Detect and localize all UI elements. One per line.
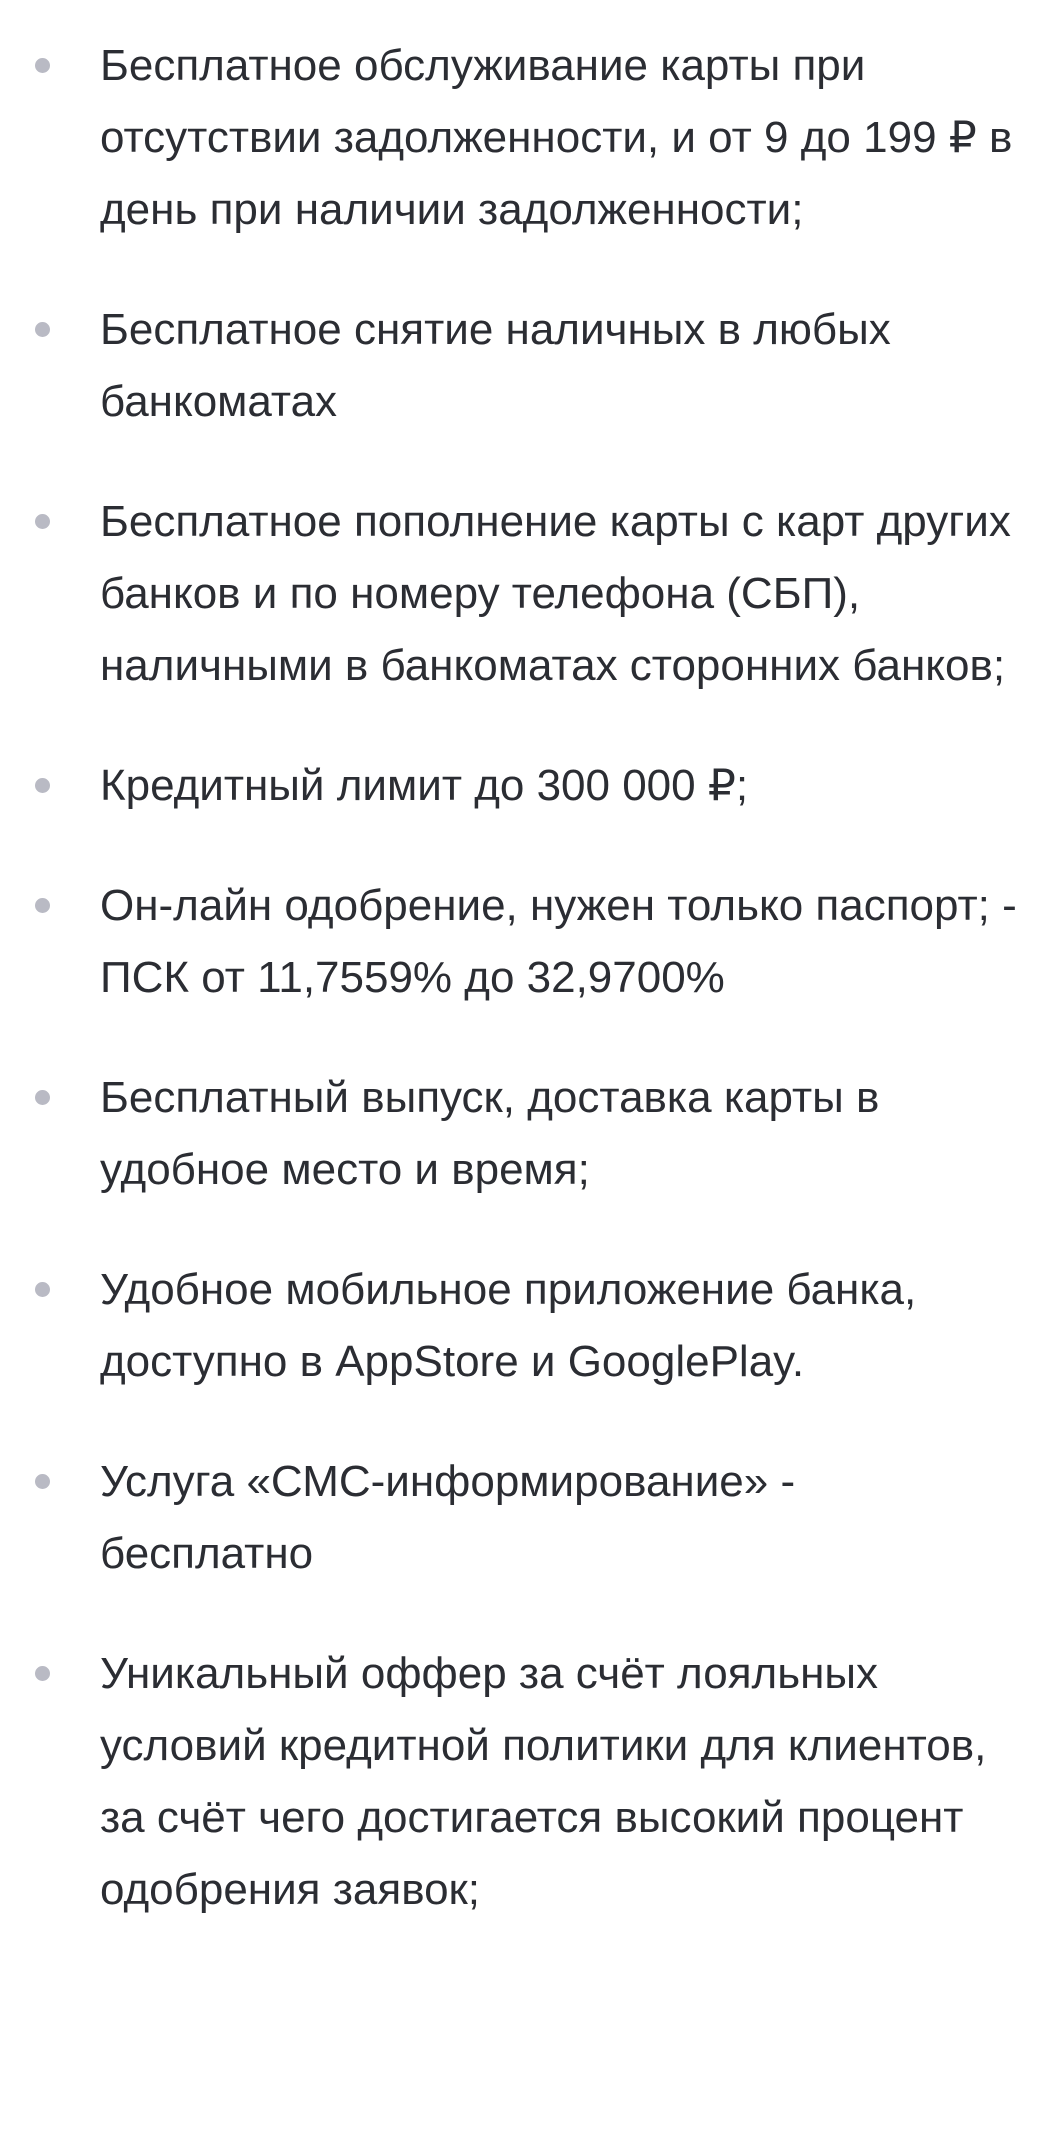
list-item-text: Бесплатное пополнение карты с карт других банков и по номеру телефона (СБП), наличными в банкоматах сторонних банков; xyxy=(100,497,1011,690)
list-item-text: Услуга «СМС-информирование» - бесплатно xyxy=(100,1457,796,1578)
list-item xyxy=(0,1446,1050,1590)
list-item xyxy=(0,294,1050,438)
list-item xyxy=(0,1254,1050,1398)
list-item xyxy=(0,750,1050,822)
list-item-text: Бесплатный выпуск, доставка карты в удобное место и время; xyxy=(100,1073,880,1194)
bullet-icon xyxy=(35,322,50,337)
bullet-icon xyxy=(35,778,50,793)
list-item-text: Удобное мобильное приложение банка, доступно в AppStore и GooglePlay. xyxy=(100,1265,917,1386)
bullet-icon xyxy=(35,1282,50,1297)
list-item-text: Он-лайн одобрение, нужен только паспорт; - ПСК от 11,7559% до 32,9700% xyxy=(100,881,1017,1002)
list-item-text: Бесплатное снятие наличных в любых банкоматах xyxy=(100,305,891,426)
bullet-icon xyxy=(35,514,50,529)
list-item xyxy=(0,1062,1050,1206)
list-item xyxy=(0,870,1050,1014)
bullet-icon xyxy=(35,898,50,913)
list-item xyxy=(0,1638,1050,1926)
list-item-text: Кредитный лимит до 300 000 ₽; xyxy=(100,761,749,810)
list-item-text: Бесплатное обслуживание карты при отсутствии задолженности, и от 9 до 199 ₽ в день при наличии задолженности; xyxy=(100,41,1013,234)
bullet-icon xyxy=(35,1474,50,1489)
bullet-icon xyxy=(35,1090,50,1105)
list-item-text: Уникальный оффер за счёт лояльных условий кредитной политики для клиентов, за счёт чего достигается высокий процент одобрения заявок; xyxy=(100,1649,987,1914)
list-item xyxy=(0,30,1050,246)
list-item xyxy=(0,486,1050,702)
bullet-icon xyxy=(35,1666,50,1681)
bullet-icon xyxy=(35,58,50,73)
